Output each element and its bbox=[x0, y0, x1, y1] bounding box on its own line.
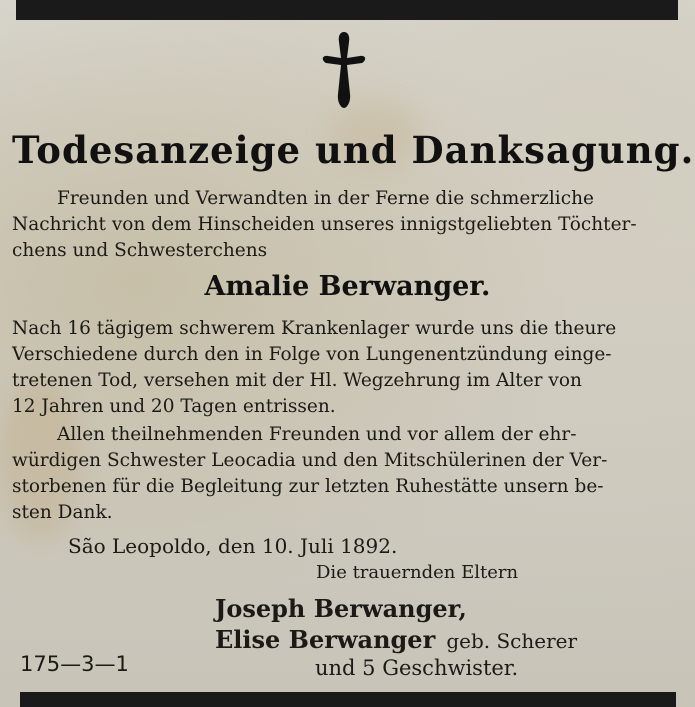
signer-father: Joseph Berwanger, bbox=[215, 594, 467, 623]
thanks-line: sten Dank. bbox=[12, 502, 113, 523]
signer-siblings: und 5 Geschwister. bbox=[315, 656, 519, 680]
reference-number: 175—3—1 bbox=[20, 652, 129, 676]
body-line: 12 Jahren und 20 Tagen entrissen. bbox=[12, 396, 336, 417]
body-line: Verschiedene durch den in Folge von Lungenentzündung einge- bbox=[12, 344, 612, 365]
notice-title: Todesanzeige und Danksagung. bbox=[12, 128, 695, 172]
signer-mother-maiden: geb. Scherer bbox=[446, 629, 578, 653]
top-border-rule bbox=[16, 0, 678, 20]
body-line: tretenen Tod, versehen mit der Hl. Wegzehrung im Alter von bbox=[12, 370, 582, 391]
thanks-line: storbenen für die Begleitung zur letzten Ruhestätte unsern be- bbox=[12, 476, 604, 497]
intro-line: chens und Schwesterchens bbox=[12, 240, 268, 261]
signer-mother: Elise Berwanger bbox=[215, 625, 436, 654]
mourners-label: Die trauernden Eltern bbox=[316, 562, 519, 583]
deceased-name: Amalie Berwanger. bbox=[204, 271, 491, 302]
thanks-line: Allen theilnehmenden Freunden und vor allem der ehr- bbox=[57, 424, 577, 445]
cross-icon bbox=[320, 30, 368, 110]
body-line: Nach 16 tägigem schwerem Krankenlager wurde uns die theure bbox=[12, 318, 617, 339]
bottom-border-rule bbox=[20, 692, 676, 707]
intro-line: Freunden und Verwandten in der Ferne die schmerzliche bbox=[57, 188, 594, 209]
thanks-line: würdigen Schwester Leocadia und den Mitschülerinen der Ver- bbox=[12, 450, 608, 471]
place-date: São Leopoldo, den 10. Juli 1892. bbox=[68, 534, 398, 558]
signer-mother-line bbox=[215, 625, 577, 654]
intro-line: Nachricht von dem Hinscheiden unseres innigstgeliebten Töchter- bbox=[12, 214, 637, 235]
